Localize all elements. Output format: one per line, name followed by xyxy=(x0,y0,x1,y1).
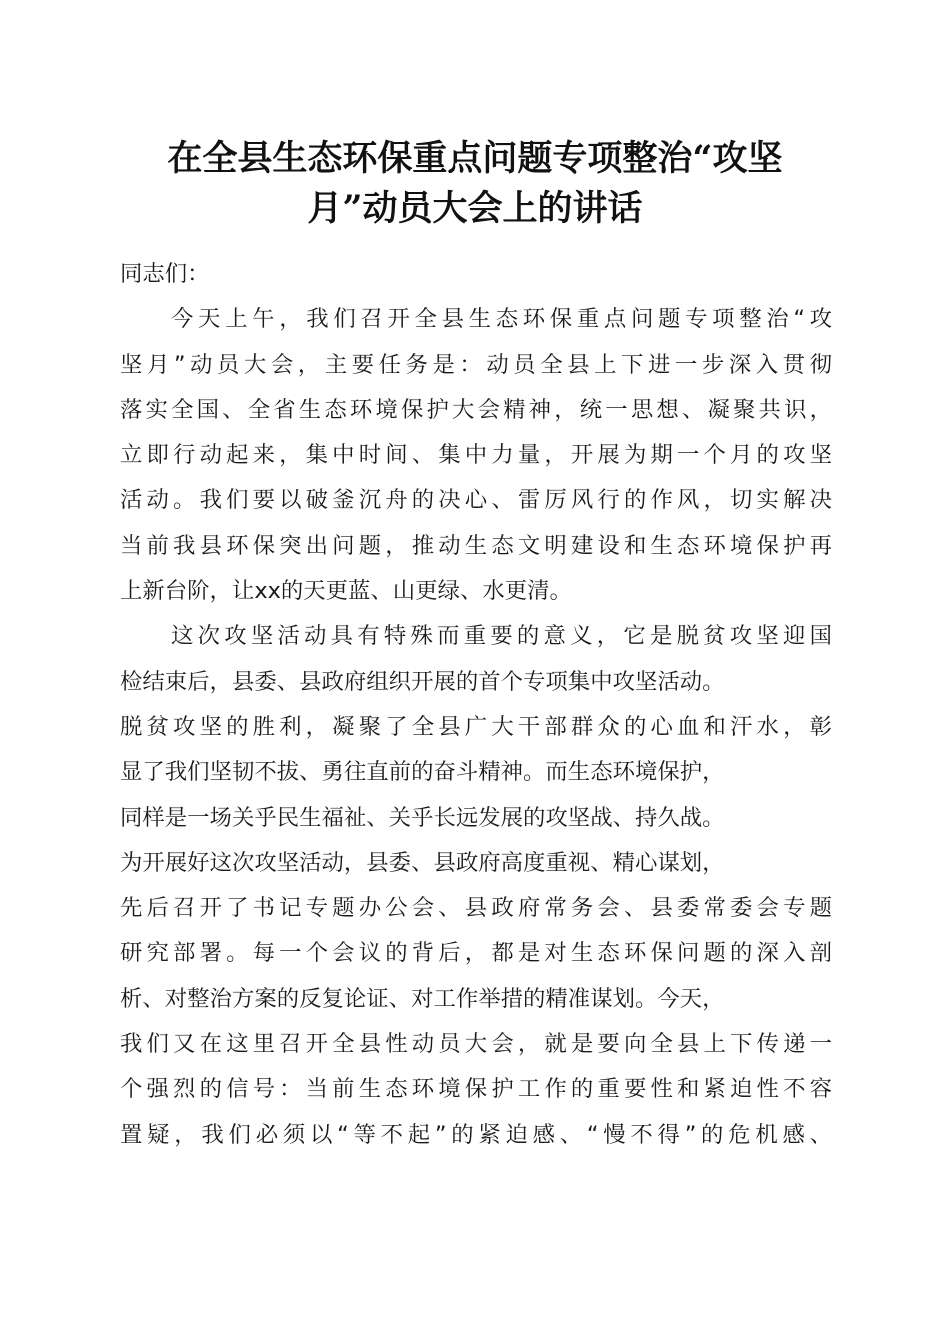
paragraph-line: 显了我们坚韧不拔、勇往直前的奋斗精神。而生态环境保护， xyxy=(120,759,725,786)
paragraph-line: 同样是一场关乎民生福祉、关乎长远发展的攻坚战、持久战。 xyxy=(120,804,725,831)
paragraph-line: 当前我县环保突出问题，推动生态文明建设和生态环境保护再 xyxy=(120,532,832,559)
paragraph-2 xyxy=(120,614,832,1158)
paragraph-1 xyxy=(120,297,832,614)
paragraph-line: 脱贫攻坚的胜利，凝聚了全县广大干部群众的心血和汗水，彰 xyxy=(120,713,832,740)
paragraph-line: 立即行动起来，集中时间、集中力量，开展为期一个月的攻坚 xyxy=(120,442,832,469)
paragraph-line: 检结束后，县委、县政府组织开展的首个专项集中攻坚活动。 xyxy=(120,668,725,695)
paragraph-line: 研究部署。每一个会议的背后，都是对生态环保问题的深入剖 xyxy=(120,940,832,967)
paragraph-line: 今天上午，我们召开全县生态环保重点问题专项整治“攻 xyxy=(171,306,832,333)
title-line-2: 月”动员大会上的讲话 xyxy=(307,188,643,229)
title-line-1: 在全县生态环保重点问题专项整治“攻坚 xyxy=(167,138,783,179)
paragraph-line: 活动。我们要以破釜沉舟的决心、雷厉风行的作风，切实解决 xyxy=(120,487,832,514)
paragraph-line: 为开展好这次攻坚活动，县委、县政府高度重视、精心谋划， xyxy=(120,849,725,876)
paragraph-line: 落实全国、全省生态环境保护大会精神，统一思想、凝聚共识， xyxy=(120,396,832,423)
paragraph-line: 个强烈的信号：当前生态环境保护工作的重要性和紧迫性不容 xyxy=(120,1076,832,1103)
paragraph-line: 坚月”动员大会，主要任务是：动员全县上下进一步深入贯彻 xyxy=(120,351,832,378)
paragraph-line: 置疑，我们必须以“等不起”的紧迫感、“慢不得”的危机感、 xyxy=(120,1121,832,1148)
paragraph-line: 我们又在这里召开全县性动员大会，就是要向全县上下传递一 xyxy=(120,1031,832,1058)
paragraph-line: 这次攻坚活动具有特殊而重要的意义，它是脱贫攻坚迎国 xyxy=(171,623,832,650)
salutation: 同志们： xyxy=(120,261,210,287)
document-body xyxy=(120,252,832,1158)
paragraph-line: 上新台阶，让xx的天更蓝、山更绿、水更清。 xyxy=(120,578,572,605)
paragraph-line: 先后召开了书记专题办公会、县政府常务会、县委常委会专题 xyxy=(120,895,832,922)
document-title xyxy=(110,134,840,234)
paragraph-line: 析、对整治方案的反复论证、对工作举措的精准谋划。今天， xyxy=(120,985,725,1012)
